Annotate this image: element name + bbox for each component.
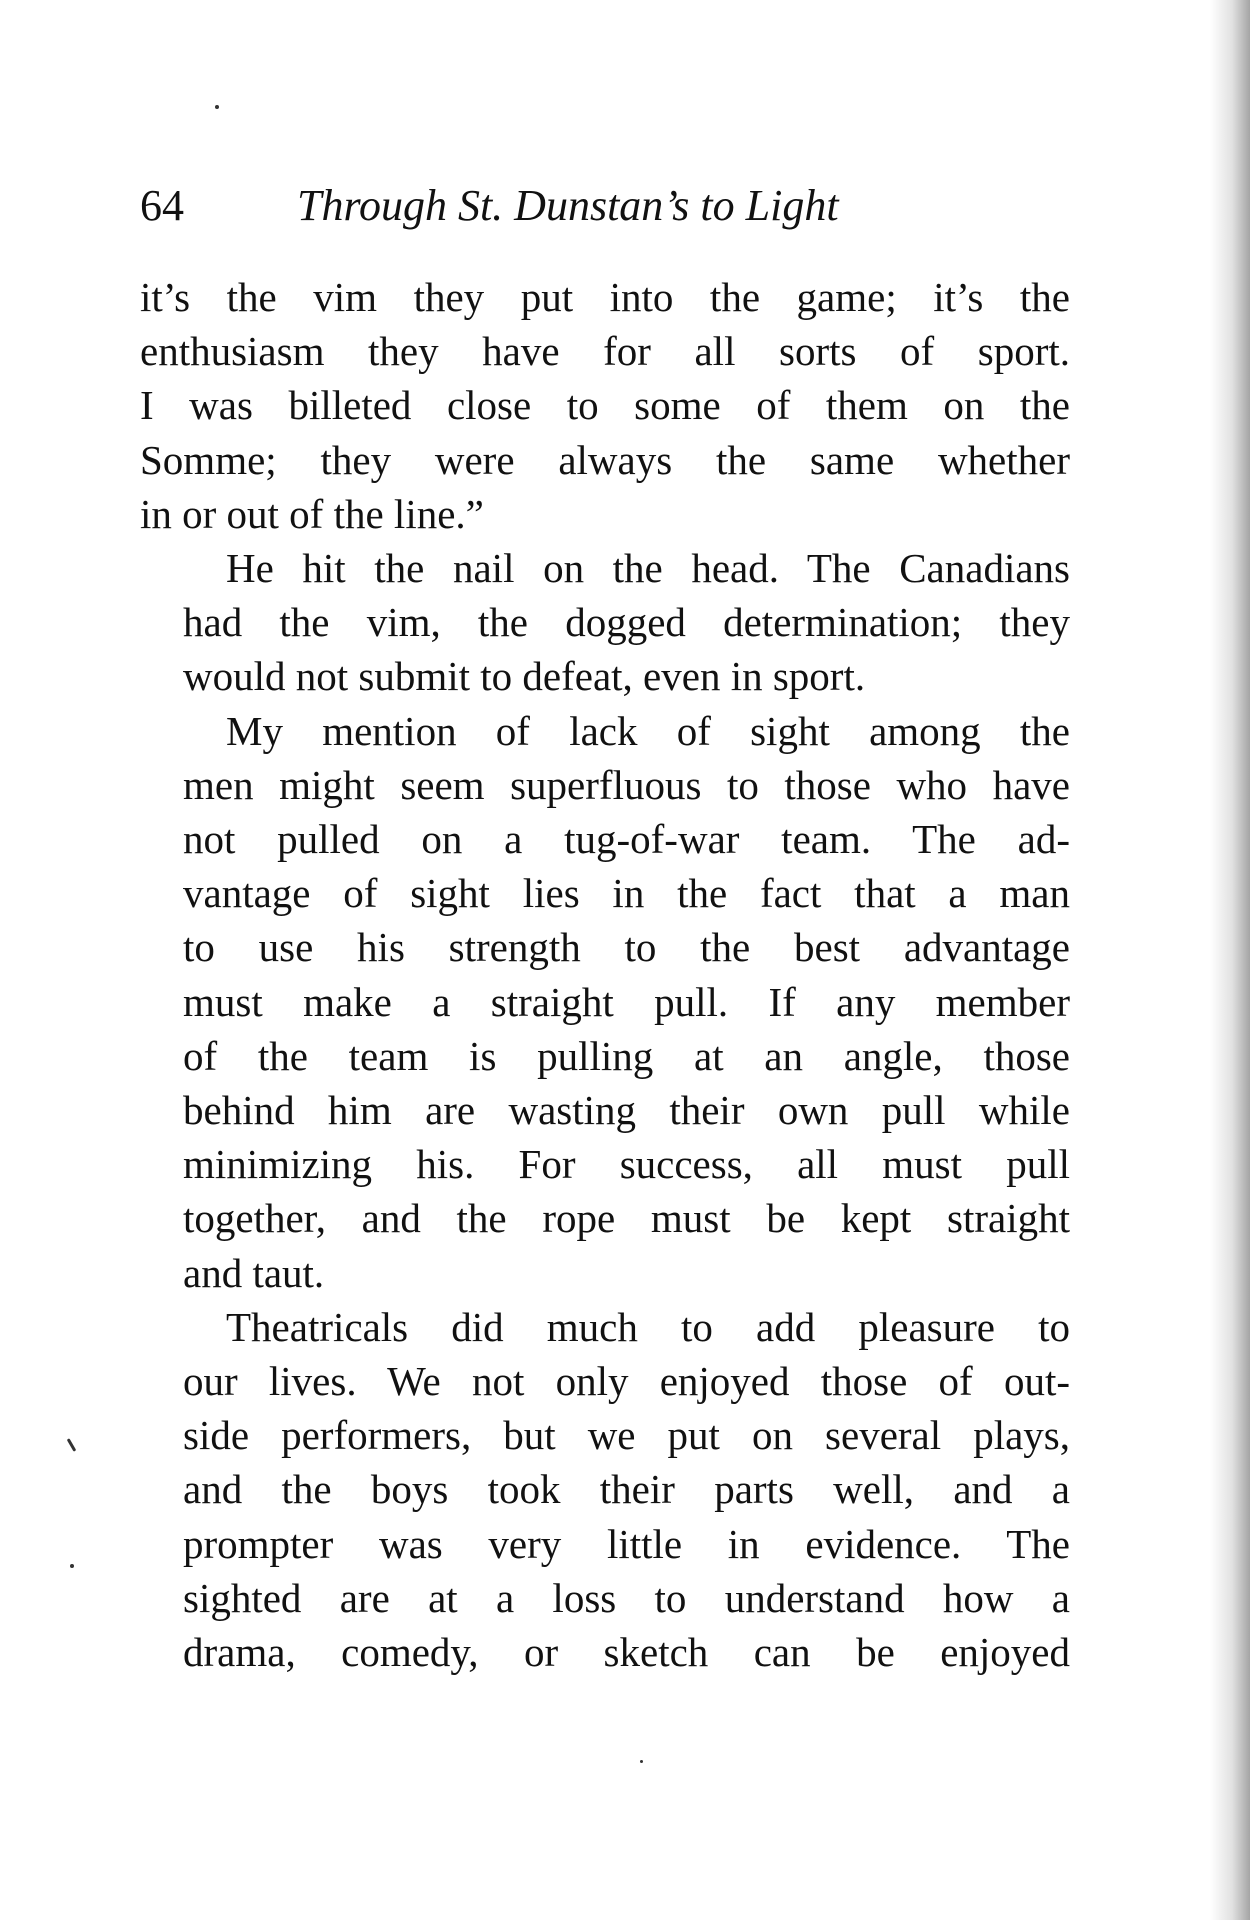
text-line: behind him are wasting their own pull while xyxy=(183,1087,1070,1134)
text-line: of the team is pulling at an angle, those xyxy=(183,1032,1070,1079)
text-line: must make a straight pull. If any member xyxy=(183,978,1070,1025)
text-line: in or out of the line.” xyxy=(140,490,484,537)
text-line: together, and the rope must be kept straight xyxy=(183,1195,1070,1242)
text-line: sighted are at a loss to understand how a xyxy=(183,1574,1070,1621)
scan-speck xyxy=(640,1760,643,1763)
text-line: My mention of lack of sight among the xyxy=(226,707,1070,754)
text-line: would not submit to defeat, even in sport. xyxy=(183,653,866,700)
scan-speck xyxy=(70,1564,74,1568)
paragraph xyxy=(140,704,1070,1300)
running-header xyxy=(140,176,940,236)
text-line: it’s the vim they put into the game; it’s the xyxy=(140,274,1070,320)
text-line: Somme; they were always the same whether xyxy=(140,436,1070,483)
text-line: and the boys took their parts well, and a xyxy=(183,1466,1070,1513)
paragraph xyxy=(140,1300,1070,1679)
text-line: and taut. xyxy=(183,1249,325,1296)
text-line: had the vim, the dogged determination; they xyxy=(183,599,1070,646)
text-line: I was billeted close to some of them on the xyxy=(140,382,1070,429)
text-line: enthusiasm they have for all sorts of sport. xyxy=(140,328,1070,375)
text-line: minimizing his. For success, all must pull xyxy=(183,1141,1070,1188)
running-title: Through St. Dunstan’s to Light xyxy=(297,181,839,230)
paragraph xyxy=(140,270,1070,541)
text-line: to use his strength to the best advantage xyxy=(183,924,1070,971)
text-line: our lives. We not only enjoyed those of out- xyxy=(183,1358,1070,1405)
page-number: 64 xyxy=(140,181,184,230)
text-line: men might seem superfluous to those who have xyxy=(183,761,1070,808)
text-line: Theatricals did much to add pleasure to xyxy=(226,1303,1070,1350)
text-line: drama, comedy, or sketch can be enjoyed xyxy=(183,1629,1070,1676)
text-line: not pulled on a tug-of-war team. The ad- xyxy=(183,816,1070,863)
body-text xyxy=(140,270,1070,1679)
text-line: side performers, but we put on several plays, xyxy=(183,1412,1070,1459)
text-line: vantage of sight lies in the fact that a man xyxy=(183,870,1070,917)
paragraph xyxy=(140,541,1070,704)
text-line: prompter was very little in evidence. The xyxy=(183,1520,1070,1567)
scan-speck xyxy=(215,105,219,109)
page-edge-shadow xyxy=(1210,0,1250,1920)
text-line: He hit the nail on the head. The Canadians xyxy=(226,545,1070,592)
scan-speck xyxy=(67,1438,77,1452)
